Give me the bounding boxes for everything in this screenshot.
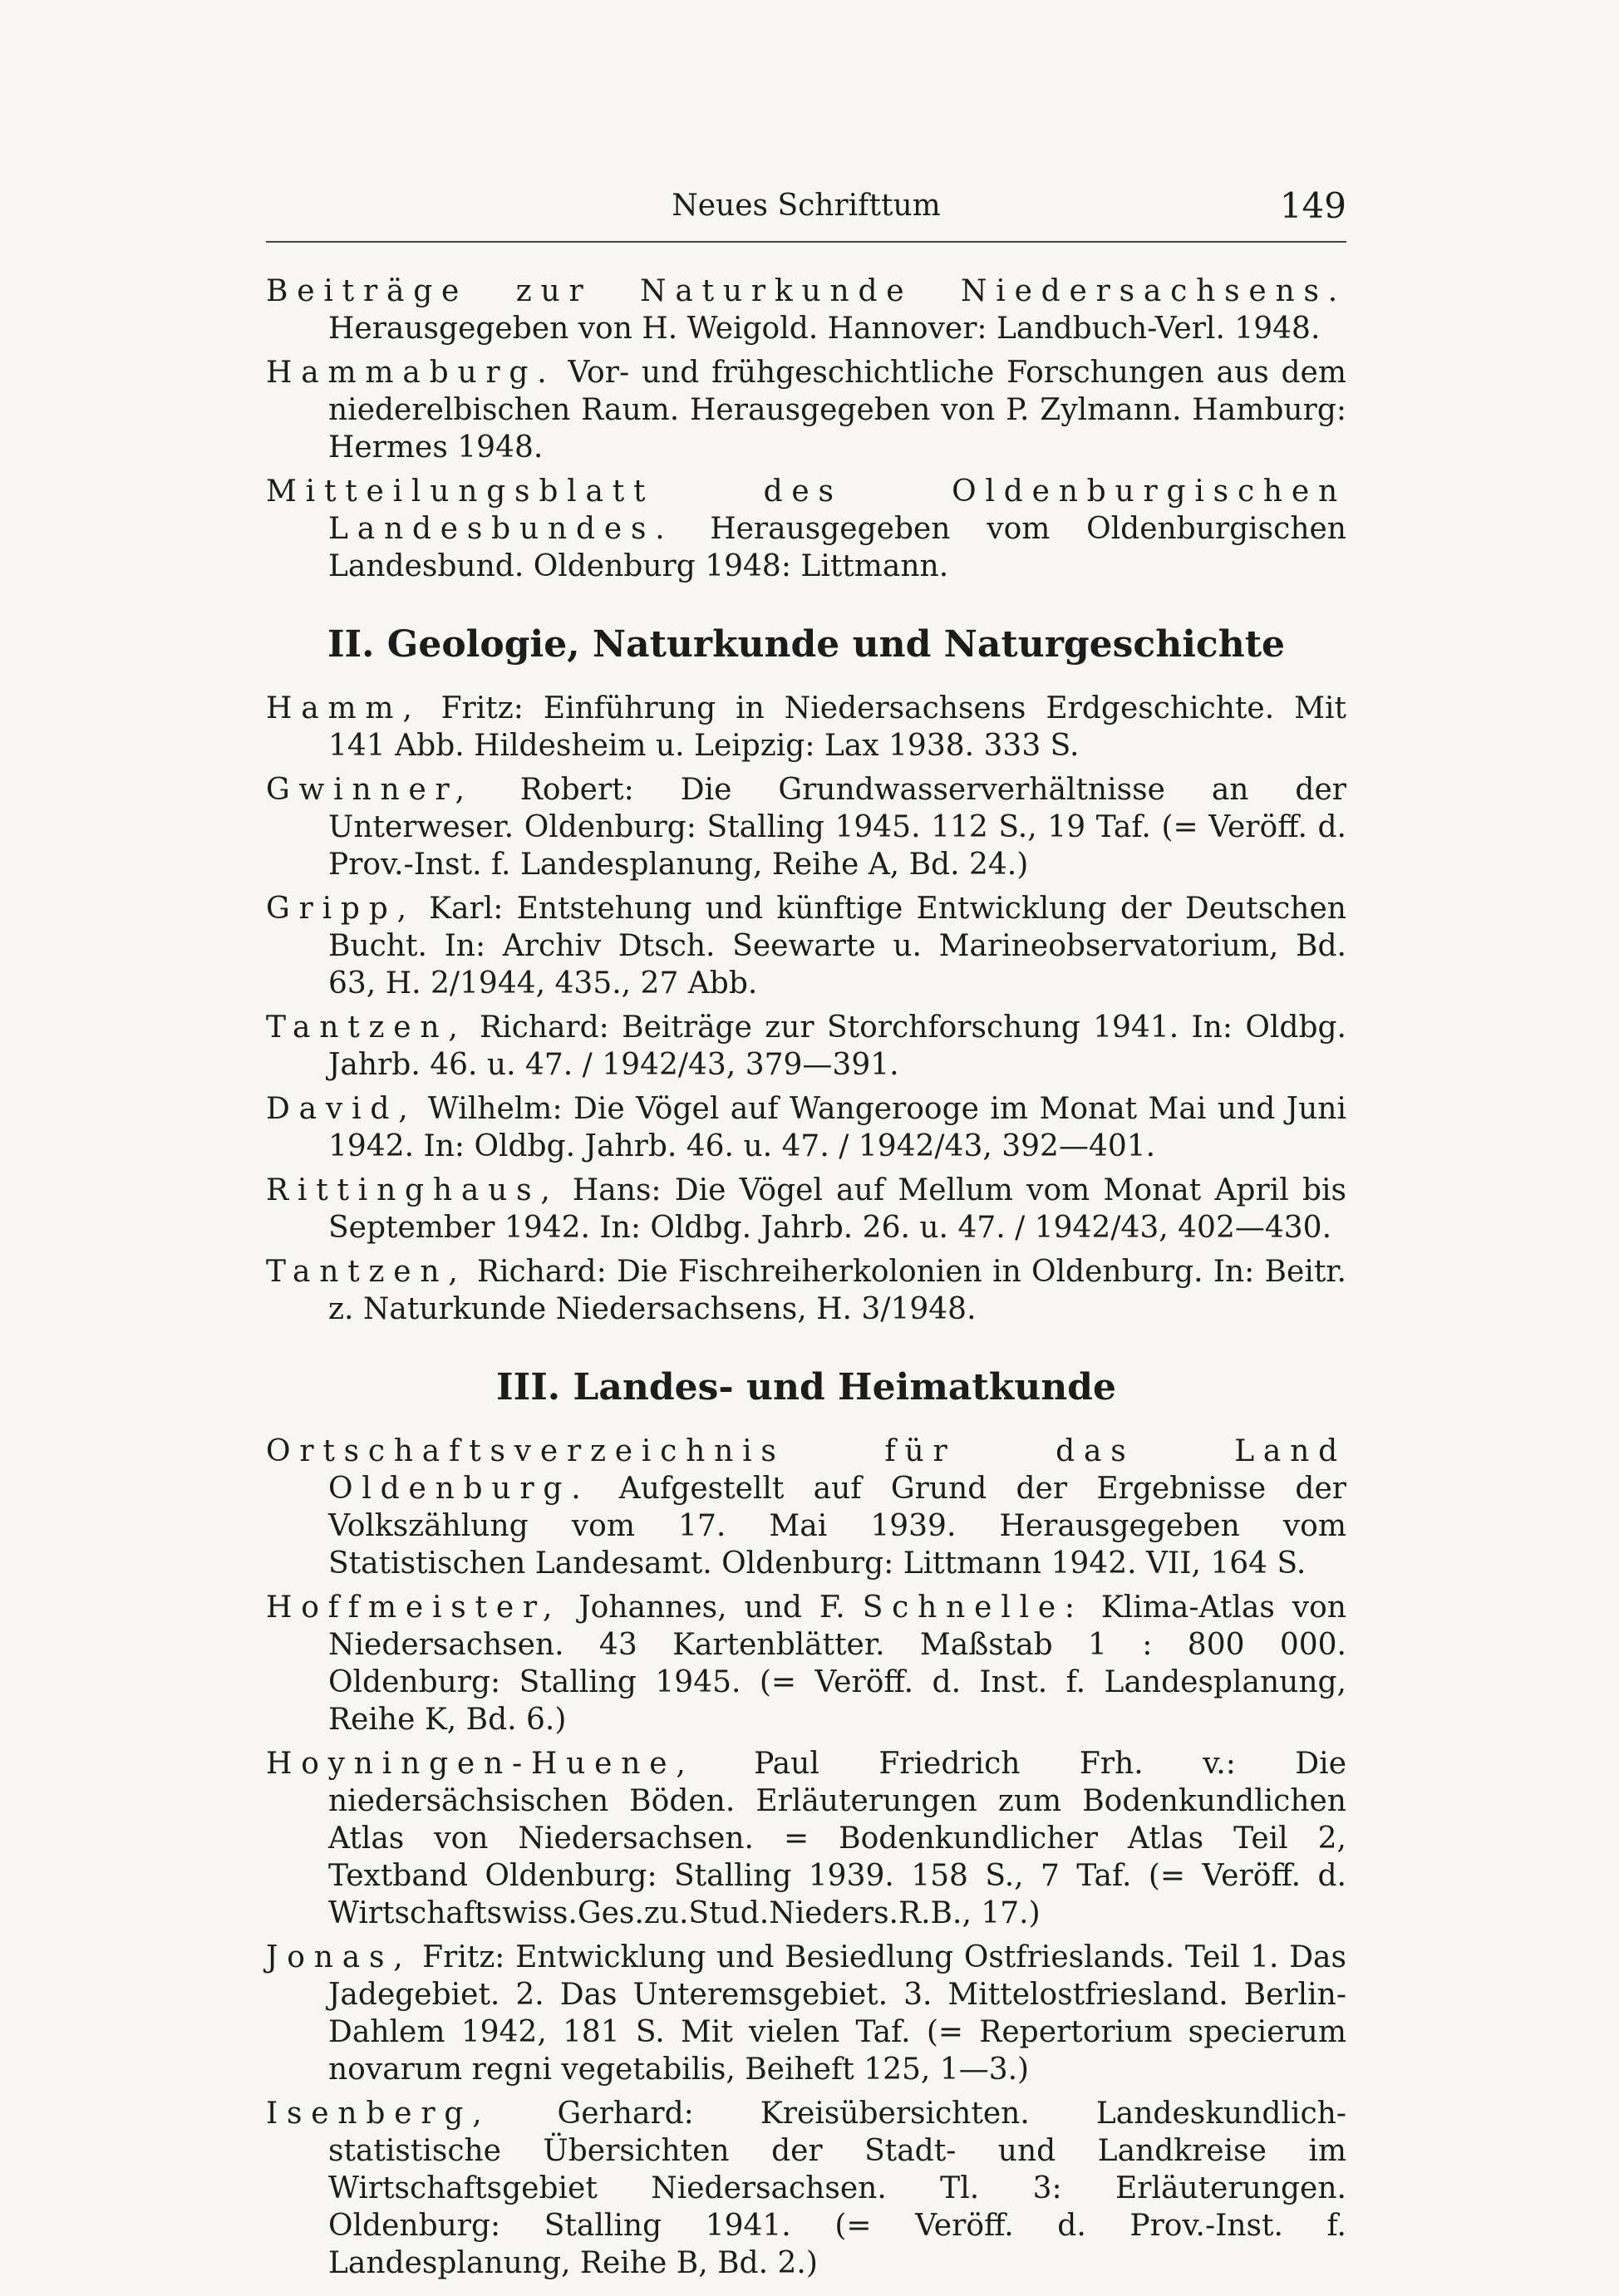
entry-lead-2: Schnelle:	[862, 1590, 1084, 1625]
entry-lead: Hoffmeister,	[266, 1590, 562, 1625]
entry-lead: Jonas,	[266, 1940, 412, 1974]
entry-lead: Mitteilungsblatt des Oldenburgischen Landesbundes.	[266, 474, 1346, 546]
entry-text: Richard: Beiträge zur Storchforschung 1941. In: Oldbg. Jahrb. 46. u. 47. / 1942/43, 379—391.	[328, 1010, 1346, 1082]
entry-lead: Rittinghaus,	[266, 1173, 559, 1207]
entry-text: Fritz: Einführung in Niedersachsens Erdgeschichte. Mit 141 Abb. Hildesheim u. Leipzig: Lax 1938. 333 S.	[328, 691, 1346, 763]
entry-lead: Gwinner,	[266, 773, 474, 807]
entry-text: Wilhelm: Die Vögel auf Wangerooge im Monat Mai und Juni 1942. In: Oldbg. Jahrb. 46. u. 47. / 1942/43, 392—401.	[328, 1092, 1346, 1163]
document-page	[266, 0, 1346, 2296]
entry-text: Vor- und frühgeschichtliche Forschungen aus dem niederelbischen Raum. Herausgegeben von P. Zylmann. Hamburg: Hermes 1948.	[328, 356, 1346, 465]
entry-text: Hans: Die Vögel auf Mellum vom Monat April bis September 1942. In: Oldbg. Jahrb. 26. u. 47. / 1942/43, 402—430.	[328, 1173, 1346, 1245]
bib-entry	[266, 890, 1346, 1002]
bib-entry	[266, 273, 1346, 347]
entry-text: Herausgegeben von H. Weigold. Hannover: Landbuch-Verl. 1948.	[328, 312, 1321, 346]
bib-entry	[266, 1939, 1346, 2088]
entry-text: Herausgegeben vom Oldenburgischen Landesbund. Oldenburg 1948: Littmann.	[328, 512, 1346, 583]
section-heading-geologie: II. Geologie, Naturkunde und Naturgeschichte	[327, 623, 1286, 666]
entry-text: Paul Friedrich Frh. v.: Die niedersächsischen Böden. Erläuterungen zum Bodenkundlichen Atlas von Niedersachsen. = Bodenkundlicher Atlas Teil 2, Textband Oldenburg: Stalling 1939. 158 S., 7 Taf. (= Veröff. d. Wirtschaftswiss.Ges.zu.Stud.Nieders.R.B., 17.)	[328, 1747, 1346, 1930]
header-rule	[266, 241, 1346, 243]
entry-lead: Ortschaftsverzeichnis für das Land Oldenburg.	[266, 1434, 1346, 1506]
entry-text: Karl: Entstehung und künftige Entwicklung der Deutschen Bucht. In: Archiv Dtsch. Seewarte u. Marineobservatorium, Bd. 63, H. 2/1944, 435., 27 Abb.	[328, 892, 1346, 1001]
entry-text: Aufgestellt auf Grund der Ergebnisse der Volkszählung vom 17. Mai 1939. Herausgegeben vom Statistischen Landesamt. Oldenburg: Littmann 1942. VII, 164 S.	[328, 1472, 1346, 1581]
section-heading-landeskunde: III. Landes- und Heimatkunde	[496, 1366, 1116, 1409]
entry-lead: David,	[266, 1092, 417, 1126]
bib-entry	[266, 1745, 1346, 1932]
entry-lead: Tantzen,	[266, 1010, 467, 1045]
entry-lead: Gripp,	[266, 892, 416, 926]
entry-text: Johannes, und F.	[561, 1590, 863, 1625]
bib-entry	[266, 1172, 1346, 1246]
entry-lead: Hoyningen-Huene,	[266, 1747, 695, 1781]
entry-lead: Beiträge zur Naturkunde Niedersachsens.	[266, 274, 1346, 308]
bib-entry	[266, 1253, 1346, 1328]
bib-entry	[266, 2095, 1346, 2282]
entry-lead: Hammaburg.	[266, 356, 556, 390]
bib-entry	[266, 1589, 1346, 1738]
bib-entry	[266, 354, 1346, 466]
page-number: 149	[1279, 185, 1346, 226]
entry-lead: Hamm,	[266, 691, 421, 725]
entry-lead: Isenberg,	[266, 2097, 491, 2131]
header-title: Neues Schrifttum	[672, 189, 941, 223]
entry-lead: Tantzen,	[266, 1255, 467, 1289]
bib-entry	[266, 771, 1346, 883]
entry-text: Robert: Die Grundwasserverhältnisse an der Unterweser. Oldenburg: Stalling 1945. 112 S., 19 Taf. (= Veröff. d. Prov.-Inst. f. Landesplanung, Reihe A, Bd. 24.)	[328, 773, 1346, 882]
entry-text: Richard: Die Fischreiherkolonien in Oldenburg. In: Beitr. z. Naturkunde Niedersachsens, H. 3/1948.	[328, 1255, 1346, 1326]
bib-entry	[266, 473, 1346, 585]
entry-text: Gerhard: Kreisübersichten. Landeskundlich-statistische Übersichten der Stadt- und Landkreise im Wirtschaftsgebiet Niedersachsen. Tl. 3: Erläuterungen. Oldenburg: Stalling 1941. (= Veröff. d. Prov.-Inst. f. Landesplanung, Reihe B, Bd. 2.)	[328, 2097, 1346, 2280]
bib-entry	[266, 1433, 1346, 1582]
bib-entry	[266, 1009, 1346, 1084]
bib-entry	[266, 690, 1346, 765]
bibliography-content	[266, 273, 1346, 2289]
entry-text: Klima-Atlas von Niedersachsen. 43 Kartenblätter. Maßstab 1 : 800 000. Oldenburg: Stalling 1945. (= Veröff. d. Inst. f. Landesplanung, Reihe K, Bd. 6.)	[328, 1590, 1346, 1737]
entry-text: Fritz: Entwicklung und Besiedlung Ostfrieslands. Teil 1. Das Jadegebiet. 2. Das Unteremsgebiet. 3. Mittelostfriesland. Berlin-Dahlem 1942, 181 S. Mit vielen Taf. (= Repertorium specierum novarum regni vegetabilis, Beiheft 125, 1—3.)	[328, 1940, 1346, 2087]
bib-entry	[266, 1090, 1346, 1165]
running-header	[266, 185, 1346, 239]
